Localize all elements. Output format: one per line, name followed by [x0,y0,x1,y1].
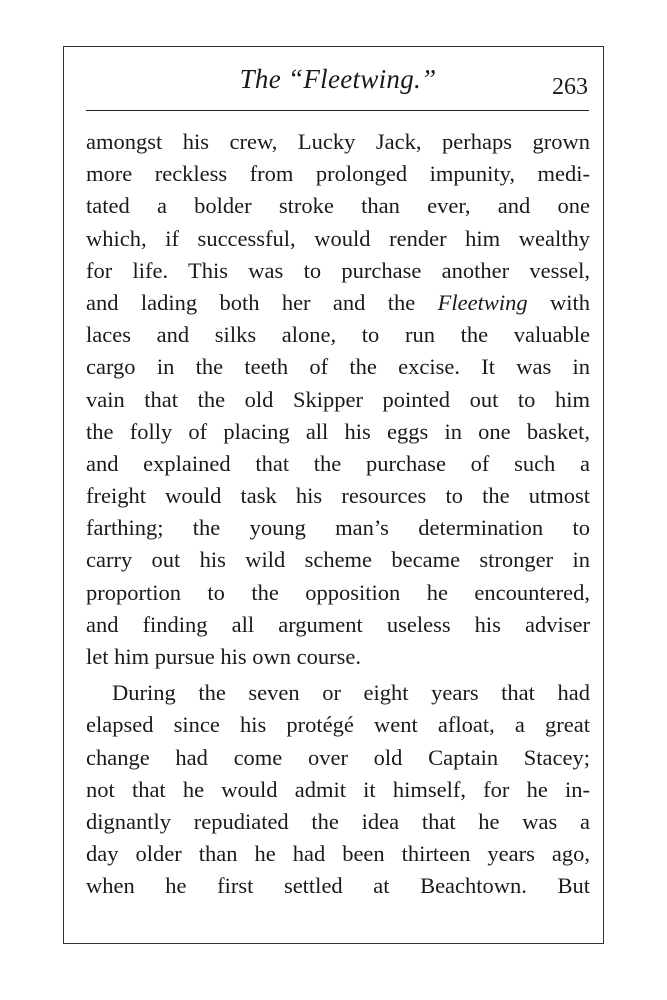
text-line: the folly of placing all his eggs in one basket, [86,418,590,444]
text-line: freight would task his resources to the utmost [86,483,590,509]
text-line: laces and silks alone, to run the valuable [86,322,590,348]
text-line: more reckless from prolonged impunity, medi- [86,161,590,187]
text-line: and finding all argument useless his adviser [86,611,590,637]
paragraph [86,677,590,902]
text-line: elapsed since his protégé went afloat, a great [86,712,590,738]
text-line [86,287,590,319]
text-line: amongst his crew, Lucky Jack, perhaps grown [86,129,590,154]
text-line: and explained that the purchase of such a [86,450,590,476]
body-text [86,126,590,903]
page-number: 263 [552,74,588,100]
text-line: During the seven or eight years that had [112,680,590,706]
text-line: farthing; the young man’s determination to [86,515,590,541]
text-line: for life. This was to purchase another vessel, [86,257,590,283]
line-text: and lading both her and the [86,289,416,315]
page-header [86,62,590,108]
text-line: which, if successful, would render him wealthy [86,225,590,251]
text-line: vain that the old Skipper pointed out to him [86,386,590,412]
paragraph [86,126,590,673]
text-line: cargo in the teeth of the excise. It was in [86,354,590,380]
text-line: carry out his wild scheme became stronger in [86,547,590,573]
text-line: not that he would admit it himself, for he in- [86,776,590,802]
text-line: when he first settled at Beachtown. But [86,873,590,899]
header-rule [86,110,589,111]
line-text: with [550,289,591,315]
text-line: proportion to the opposition he encountered, [86,579,590,605]
running-title: The “Fleetwing.” [239,64,437,94]
text-line: change had come over old Captain Stacey; [86,744,590,770]
text-line: tated a bolder stroke than ever, and one [86,193,590,219]
text-line: let him pursue his own course. [86,644,361,669]
text-line: day older than he had been thirteen years ago, [86,841,590,867]
ship-name: Fleetwing [437,289,528,315]
text-line: dignantly repudiated the idea that he was a [86,808,590,834]
